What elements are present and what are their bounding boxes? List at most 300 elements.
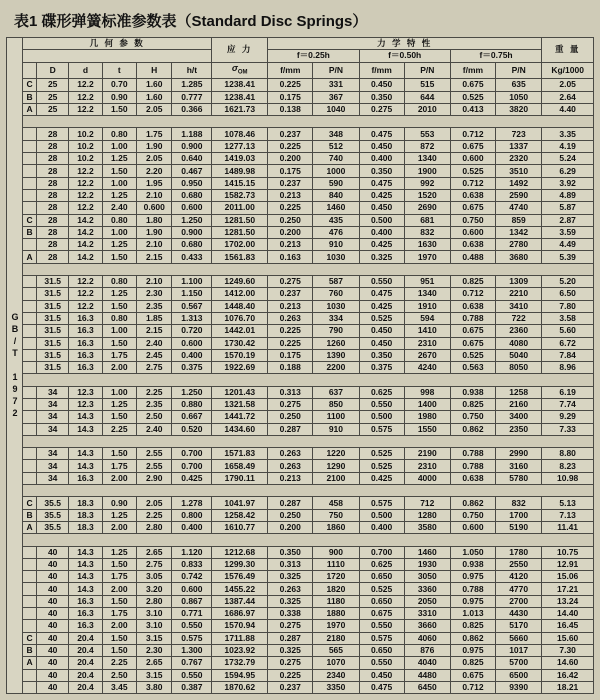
row-d: 16.3 [69, 337, 102, 349]
row-f075-f: 0.675 [450, 337, 495, 349]
row-f075-f: 0.975 [450, 571, 495, 583]
header-mechanics: 力 学 特 性 [268, 38, 542, 50]
row-f075-f: 0.675 [450, 79, 495, 91]
row-f075-p: 1050 [496, 91, 542, 103]
row-f075-f: 0.750 [450, 214, 495, 226]
table-row [7, 103, 594, 115]
row-group [23, 239, 37, 251]
row-f025-p: 1970 [313, 620, 359, 632]
row-group [23, 399, 37, 411]
row-f050-p: 1400 [404, 399, 450, 411]
row-d: 20.4 [69, 681, 102, 693]
spacer-cell [23, 263, 594, 275]
row-d: 16.3 [69, 325, 102, 337]
row-f075-p: 5040 [496, 349, 542, 361]
row-H: 2.90 [137, 472, 172, 484]
row-sigma: 1258.42 [212, 509, 268, 521]
row-d: 10.2 [69, 140, 102, 152]
row-f050-p: 1930 [404, 558, 450, 570]
row-t: 1.50 [102, 103, 136, 115]
row-ht: 1.250 [172, 386, 212, 398]
row-f025-p: 1720 [313, 571, 359, 583]
row-t: 1.50 [102, 632, 136, 644]
table-row [7, 571, 594, 583]
header-stress: 应 力 [212, 38, 268, 63]
row-f050-p: 1970 [404, 251, 450, 263]
table-row [7, 657, 594, 669]
row-f075-f: 0.638 [450, 472, 495, 484]
row-ht: 0.600 [172, 202, 212, 214]
row-sigma: 1730.42 [212, 337, 268, 349]
row-kg: 5.87 [542, 202, 594, 214]
row-kg: 4.49 [542, 239, 594, 251]
row-f025-f: 0.188 [268, 362, 313, 374]
row-sigma: 1076.70 [212, 312, 268, 324]
row-f050-f: 0.425 [359, 472, 404, 484]
row-f025-p: 1030 [313, 300, 359, 312]
row-f025-f: 0.200 [268, 226, 313, 238]
row-f075-f: 0.712 [450, 128, 495, 140]
row-f050-f: 0.425 [359, 239, 404, 251]
row-t: 1.00 [102, 226, 136, 238]
row-sigma: 1249.60 [212, 276, 268, 288]
spacer-cell [23, 374, 594, 386]
table-row [7, 423, 594, 435]
row-D: 28 [37, 239, 69, 251]
row-D: 34 [37, 448, 69, 460]
table-row [7, 632, 594, 644]
row-t: 2.00 [102, 620, 136, 632]
header-kg: Kg/1000 [542, 62, 594, 79]
row-f025-p: 1220 [313, 448, 359, 460]
row-d: 12.3 [69, 386, 102, 398]
row-D: 31.5 [37, 312, 69, 324]
row-kg: 5.13 [542, 497, 594, 509]
row-f050-f: 0.425 [359, 300, 404, 312]
row-group [23, 669, 37, 681]
row-f075-p: 1780 [496, 546, 542, 558]
row-f075-p: 6500 [496, 669, 542, 681]
row-sigma: 1570.19 [212, 349, 268, 361]
row-f050-p: 644 [404, 91, 450, 103]
row-sigma: 1299.30 [212, 558, 268, 570]
row-f025-f: 0.250 [268, 214, 313, 226]
table-row [7, 202, 594, 214]
row-D: 35.5 [37, 509, 69, 521]
row-f050-f: 0.475 [359, 128, 404, 140]
row-f050-f: 0.550 [359, 657, 404, 669]
row-f050-f: 0.625 [359, 386, 404, 398]
table-row [7, 276, 594, 288]
row-sigma: 1415.15 [212, 177, 268, 189]
row-d: 10.2 [69, 128, 102, 140]
row-f075-f: 0.938 [450, 558, 495, 570]
row-f050-p: 2670 [404, 349, 450, 361]
row-f075-f: 0.788 [450, 583, 495, 595]
row-sigma: 1686.97 [212, 608, 268, 620]
row-f050-p: 1280 [404, 509, 450, 521]
table-row [7, 460, 594, 472]
row-H: 2.05 [137, 103, 172, 115]
row-f075-f: 0.563 [450, 362, 495, 374]
row-f075-f: 0.750 [450, 411, 495, 423]
header-row-3 [7, 62, 594, 79]
row-f075-f: 0.675 [450, 202, 495, 214]
row-ht: 0.777 [172, 91, 212, 103]
row-f025-p: 740 [313, 153, 359, 165]
row-f075-p: 2590 [496, 189, 542, 201]
row-f050-p: 998 [404, 386, 450, 398]
row-d: 14.3 [69, 423, 102, 435]
row-kg: 4.89 [542, 189, 594, 201]
row-t: 0.80 [102, 312, 136, 324]
row-f075-p: 4430 [496, 608, 542, 620]
row-H: 2.25 [137, 509, 172, 521]
row-sigma: 1571.83 [212, 448, 268, 460]
table-row [7, 91, 594, 103]
row-d: 16.3 [69, 472, 102, 484]
row-f075-p: 1492 [496, 177, 542, 189]
header-ht: h/t [172, 62, 212, 79]
row-d: 12.2 [69, 300, 102, 312]
row-f025-f: 0.275 [268, 657, 313, 669]
header-f075-pn: P/N [496, 62, 542, 79]
header-f025-pn: P/N [313, 62, 359, 79]
row-d: 14.3 [69, 583, 102, 595]
row-d: 12.2 [69, 79, 102, 91]
standard-code-cell [7, 38, 23, 694]
row-sigma: 1201.43 [212, 386, 268, 398]
row-group [23, 325, 37, 337]
row-f050-f: 0.550 [359, 620, 404, 632]
row-f050-f: 0.400 [359, 226, 404, 238]
row-f050-p: 951 [404, 276, 450, 288]
row-f075-f: 0.675 [450, 140, 495, 152]
row-f025-f: 0.263 [268, 448, 313, 460]
row-f075-p: 2160 [496, 399, 542, 411]
row-D: 34 [37, 399, 69, 411]
table-row [7, 177, 594, 189]
row-f050-p: 832 [404, 226, 450, 238]
header-f050-fmm: f/mm [359, 62, 404, 79]
row-H: 2.40 [137, 337, 172, 349]
row-f050-p: 3660 [404, 620, 450, 632]
table-row [7, 288, 594, 300]
row-f050-f: 0.525 [359, 448, 404, 460]
row-ht: 0.767 [172, 657, 212, 669]
row-sigma: 1455.22 [212, 583, 268, 595]
table-spacer-row [7, 116, 594, 128]
table-row [7, 509, 594, 521]
row-f050-p: 2690 [404, 202, 450, 214]
row-f075-f: 0.600 [450, 521, 495, 533]
row-t: 1.25 [102, 288, 136, 300]
row-H: 2.05 [137, 497, 172, 509]
table-row [7, 583, 594, 595]
row-f075-f: 1.013 [450, 608, 495, 620]
row-f025-f: 0.287 [268, 632, 313, 644]
row-f075-f: 0.862 [450, 632, 495, 644]
row-sigma: 1281.50 [212, 226, 268, 238]
row-D: 40 [37, 595, 69, 607]
row-ht: 1.188 [172, 128, 212, 140]
row-f025-f: 0.237 [268, 128, 313, 140]
row-f050-f: 0.575 [359, 497, 404, 509]
table-row [7, 140, 594, 152]
row-H: 2.65 [137, 546, 172, 558]
row-ht: 0.387 [172, 681, 212, 693]
row-f025-p: 850 [313, 399, 359, 411]
row-t: 1.25 [102, 509, 136, 521]
row-t: 1.50 [102, 251, 136, 263]
row-f075-p: 5190 [496, 521, 542, 533]
sigma-symbol: σ [231, 62, 238, 73]
row-D: 40 [37, 681, 69, 693]
row-ht: 1.300 [172, 644, 212, 656]
row-f050-f: 0.700 [359, 546, 404, 558]
row-sigma: 2011.00 [212, 202, 268, 214]
row-sigma: 1621.73 [212, 103, 268, 115]
table-row [7, 189, 594, 201]
row-f075-f: 0.862 [450, 497, 495, 509]
row-f075-p: 3510 [496, 165, 542, 177]
row-d: 14.3 [69, 460, 102, 472]
row-group: C [23, 79, 37, 91]
spacer-cell [23, 116, 594, 128]
row-f050-p: 992 [404, 177, 450, 189]
row-group [23, 571, 37, 583]
row-sigma: 1582.73 [212, 189, 268, 201]
table-row [7, 300, 594, 312]
row-f050-p: 1520 [404, 189, 450, 201]
row-group [23, 595, 37, 607]
row-sigma: 1277.13 [212, 140, 268, 152]
row-d: 14.2 [69, 214, 102, 226]
row-f025-f: 0.138 [268, 103, 313, 115]
row-t: 1.25 [102, 189, 136, 201]
row-f025-p: 334 [313, 312, 359, 324]
row-f075-f: 0.825 [450, 399, 495, 411]
row-D: 40 [37, 632, 69, 644]
row-group [23, 288, 37, 300]
row-t: 1.50 [102, 165, 136, 177]
row-f025-f: 0.237 [268, 288, 313, 300]
row-t: 1.50 [102, 595, 136, 607]
row-d: 18.3 [69, 521, 102, 533]
row-f050-p: 2050 [404, 595, 450, 607]
row-d: 20.4 [69, 644, 102, 656]
row-D: 34 [37, 423, 69, 435]
row-d: 16.3 [69, 608, 102, 620]
row-f025-f: 0.213 [268, 189, 313, 201]
row-H: 2.10 [137, 239, 172, 251]
row-f025-p: 331 [313, 79, 359, 91]
row-D: 31.5 [37, 300, 69, 312]
row-f050-f: 0.550 [359, 276, 404, 288]
row-f050-f: 0.375 [359, 362, 404, 374]
row-f050-p: 681 [404, 214, 450, 226]
table-row [7, 411, 594, 423]
row-sigma: 1594.95 [212, 669, 268, 681]
row-sigma: 1610.77 [212, 521, 268, 533]
row-f025-p: 1100 [313, 411, 359, 423]
row-f025-p: 760 [313, 288, 359, 300]
row-f025-p: 1040 [313, 103, 359, 115]
table-row [7, 546, 594, 558]
row-ht: 0.433 [172, 251, 212, 263]
row-f025-p: 1000 [313, 165, 359, 177]
row-f075-p: 8050 [496, 362, 542, 374]
row-f025-f: 0.237 [268, 177, 313, 189]
row-ht: 0.550 [172, 669, 212, 681]
row-f025-p: 1070 [313, 657, 359, 669]
row-group [23, 460, 37, 472]
row-d: 16.3 [69, 362, 102, 374]
row-t: 0.80 [102, 128, 136, 140]
table-row [7, 153, 594, 165]
row-kg: 2.87 [542, 214, 594, 226]
row-d: 14.2 [69, 239, 102, 251]
table-spacer-row [7, 263, 594, 275]
row-d: 18.3 [69, 497, 102, 509]
row-f025-p: 2180 [313, 632, 359, 644]
row-f075-p: 1017 [496, 644, 542, 656]
row-f025-f: 0.175 [268, 165, 313, 177]
row-H: 3.15 [137, 632, 172, 644]
row-kg: 14.40 [542, 608, 594, 620]
row-sigma: 1870.62 [212, 681, 268, 693]
row-group [23, 140, 37, 152]
row-D: 28 [37, 165, 69, 177]
row-kg: 12.91 [542, 558, 594, 570]
row-f025-f: 0.275 [268, 276, 313, 288]
row-f075-f: 1.050 [450, 546, 495, 558]
row-f050-p: 3580 [404, 521, 450, 533]
row-t: 1.50 [102, 337, 136, 349]
row-t: 1.25 [102, 399, 136, 411]
row-ht: 0.467 [172, 165, 212, 177]
row-D: 34 [37, 411, 69, 423]
row-t: 2.00 [102, 521, 136, 533]
row-H: 1.60 [137, 91, 172, 103]
row-H: 2.55 [137, 460, 172, 472]
row-H: 2.80 [137, 521, 172, 533]
table-row [7, 399, 594, 411]
row-f050-f: 0.450 [359, 325, 404, 337]
row-kg: 7.13 [542, 509, 594, 521]
row-t: 2.50 [102, 669, 136, 681]
row-ht: 0.900 [172, 226, 212, 238]
header-D: D [37, 62, 69, 79]
row-f075-f: 0.712 [450, 681, 495, 693]
row-f075-p: 3680 [496, 251, 542, 263]
row-D: 25 [37, 79, 69, 91]
row-d: 12.2 [69, 103, 102, 115]
row-f075-f: 0.975 [450, 644, 495, 656]
table-row [7, 349, 594, 361]
header-geometry: 几 何 参 数 [23, 38, 212, 50]
table-row [7, 497, 594, 509]
table-row [7, 251, 594, 263]
row-ht: 0.700 [172, 460, 212, 472]
row-t: 1.00 [102, 325, 136, 337]
row-f075-f: 0.638 [450, 300, 495, 312]
row-t: 1.75 [102, 571, 136, 583]
row-ht: 0.400 [172, 521, 212, 533]
row-kg: 5.24 [542, 153, 594, 165]
row-f025-f: 0.275 [268, 399, 313, 411]
row-f025-p: 1820 [313, 583, 359, 595]
row-D: 28 [37, 177, 69, 189]
row-f025-p: 587 [313, 276, 359, 288]
row-D: 25 [37, 103, 69, 115]
row-f025-p: 637 [313, 386, 359, 398]
row-t: 1.50 [102, 411, 136, 423]
row-group: A [23, 521, 37, 533]
row-ht: 0.520 [172, 423, 212, 435]
row-f050-f: 0.450 [359, 337, 404, 349]
table-row [7, 608, 594, 620]
row-ht: 0.867 [172, 595, 212, 607]
row-f025-f: 0.163 [268, 251, 313, 263]
row-kg: 16.45 [542, 620, 594, 632]
row-kg: 7.84 [542, 349, 594, 361]
row-ht: 1.285 [172, 79, 212, 91]
row-f050-p: 2310 [404, 460, 450, 472]
row-ht: 0.375 [172, 362, 212, 374]
row-H: 1.95 [137, 177, 172, 189]
table-row [7, 472, 594, 484]
row-D: 34 [37, 386, 69, 398]
table-spacer-row [7, 485, 594, 497]
header-f025: f＝0.25h [268, 50, 359, 62]
row-sigma: 1041.97 [212, 497, 268, 509]
table-spacer-row [7, 374, 594, 386]
row-D: 35.5 [37, 521, 69, 533]
row-t: 2.25 [102, 657, 136, 669]
header-H: H [137, 62, 172, 79]
row-kg: 18.21 [542, 681, 594, 693]
row-f025-f: 0.213 [268, 300, 313, 312]
row-ht: 0.680 [172, 189, 212, 201]
row-group [23, 583, 37, 595]
row-group [23, 300, 37, 312]
row-f050-f: 0.675 [359, 608, 404, 620]
row-f075-p: 3820 [496, 103, 542, 115]
row-f050-p: 4240 [404, 362, 450, 374]
row-D: 40 [37, 571, 69, 583]
row-D: 40 [37, 608, 69, 620]
row-group [23, 202, 37, 214]
row-H: 0.600 [137, 202, 172, 214]
row-group: B [23, 644, 37, 656]
row-group: C [23, 632, 37, 644]
row-f075-p: 3400 [496, 411, 542, 423]
row-d: 12.3 [69, 399, 102, 411]
row-t: 1.75 [102, 349, 136, 361]
row-f025-f: 0.313 [268, 386, 313, 398]
row-f025-p: 910 [313, 423, 359, 435]
row-d: 12.2 [69, 189, 102, 201]
row-f075-p: 4740 [496, 202, 542, 214]
row-D: 40 [37, 657, 69, 669]
row-H: 2.50 [137, 411, 172, 423]
row-kg: 8.96 [542, 362, 594, 374]
row-f050-f: 0.650 [359, 571, 404, 583]
row-d: 12.2 [69, 91, 102, 103]
header-geometry-blank [23, 50, 212, 62]
table-row [7, 312, 594, 324]
